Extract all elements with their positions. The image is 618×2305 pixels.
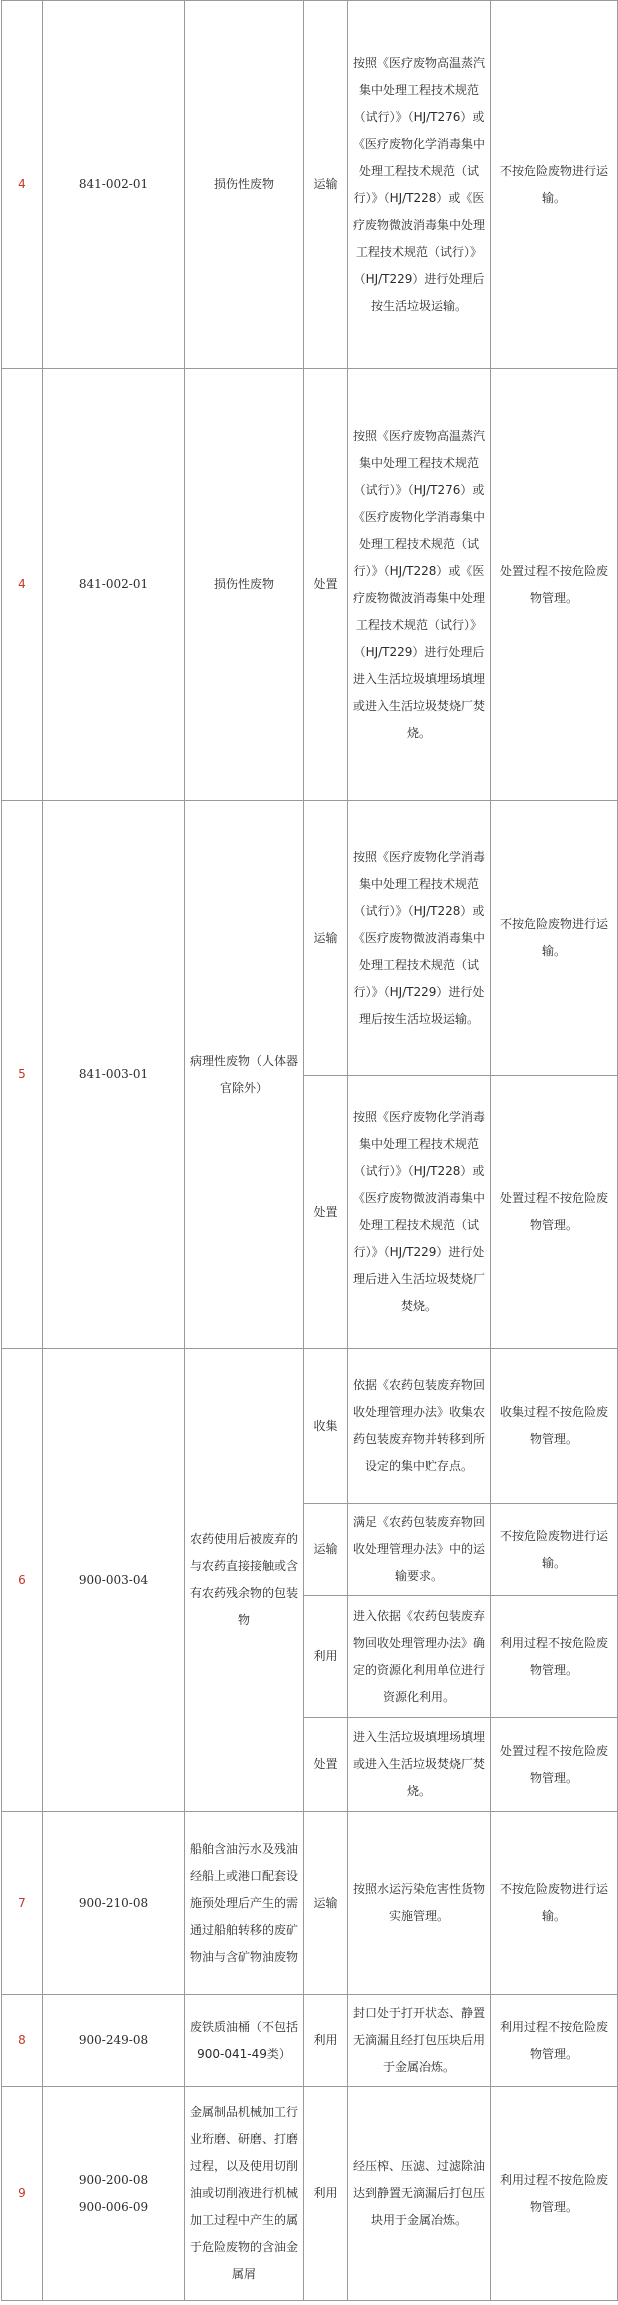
row-index: 4 bbox=[2, 369, 43, 801]
requirement-cell: 依据《农药包装废弃物回收处理管理办法》收集农药包装废弃物并转移到所设定的集中贮存点。 bbox=[348, 1349, 491, 1504]
table-row bbox=[2, 1, 618, 369]
exemption-note: 不按危险废物进行运输。 bbox=[491, 1504, 618, 1596]
waste-code: 900-006-09 bbox=[78, 2199, 149, 2214]
stage-cell: 运输 bbox=[304, 1812, 348, 1995]
waste-code: 841-003-01 bbox=[43, 801, 185, 1349]
row-index: 7 bbox=[2, 1812, 43, 1995]
requirement-cell: 按照《医疗废物化学消毒集中处理工程技术规范（试行）》（HJ/T228）或《医疗废物微波消毒集中处理工程技术规范（试行）》（HJ/T229）进行处理后进入生活垃圾焚烧厂焚烧。 bbox=[348, 1076, 491, 1349]
table-row bbox=[2, 1995, 618, 2087]
row-index: 4 bbox=[2, 1, 43, 369]
table-row bbox=[2, 801, 618, 1076]
stage-cell: 利用 bbox=[304, 1596, 348, 1718]
stage-cell: 处置 bbox=[304, 1718, 348, 1812]
exemption-note: 不按危险废物进行运输。 bbox=[491, 801, 618, 1076]
requirement-cell: 按照《医疗废物高温蒸汽集中处理工程技术规范（试行）》（HJ/T276）或《医疗废物化学消毒集中处理工程技术规范（试行）》（HJ/T228）或《医疗废物微波消毒集中处理工程技术规范（试行）》（HJ/T229）进行处理后进入生活垃圾填埋场填埋或进入生活垃圾焚烧厂焚烧。 bbox=[348, 369, 491, 801]
waste-code: 900-249-08 bbox=[43, 1995, 185, 2087]
requirement-cell: 按照《医疗废物化学消毒集中处理工程技术规范（试行）》（HJ/T228）或《医疗废物微波消毒集中处理工程技术规范（试行）》（HJ/T229）进行处理后按生活垃圾运输。 bbox=[348, 801, 491, 1076]
exemption-note: 利用过程不按危险废物管理。 bbox=[491, 1995, 618, 2087]
exemption-note: 利用过程不按危险废物管理。 bbox=[491, 2087, 618, 2301]
stage-cell: 运输 bbox=[304, 1, 348, 369]
row-index: 9 bbox=[2, 2087, 43, 2301]
requirement-cell: 按照《医疗废物高温蒸汽集中处理工程技术规范（试行）》（HJ/T276）或《医疗废物化学消毒集中处理工程技术规范（试行）》（HJ/T228）或《医疗废物微波消毒集中处理工程技术规范（试行）》（HJ/T229）进行处理后按生活垃圾运输。 bbox=[348, 1, 491, 369]
waste-code: 841-002-01 bbox=[43, 1, 185, 369]
stage-cell: 运输 bbox=[304, 1504, 348, 1596]
stage-cell: 利用 bbox=[304, 2087, 348, 2301]
requirement-cell: 进入生活垃圾填埋场填埋或进入生活垃圾焚烧厂焚烧。 bbox=[348, 1718, 491, 1812]
hazardous-waste-exemption-table bbox=[1, 0, 618, 2301]
requirement-cell: 满足《农药包装废弃物回收处理管理办法》中的运输要求。 bbox=[348, 1504, 491, 1596]
waste-code: 900-200-08 bbox=[78, 2172, 149, 2187]
table-row bbox=[2, 2087, 618, 2301]
waste-name: 船舶含油污水及残油经船上或港口配套设施预处理后产生的需通过船舶转移的废矿物油与含矿物油废物 bbox=[185, 1812, 304, 1995]
waste-code-group bbox=[43, 2087, 185, 2301]
stage-cell: 利用 bbox=[304, 1995, 348, 2087]
stage-cell: 处置 bbox=[304, 1076, 348, 1349]
exemption-note: 处置过程不按危险废物管理。 bbox=[491, 1076, 618, 1349]
stage-cell: 处置 bbox=[304, 369, 348, 801]
waste-name: 损伤性废物 bbox=[185, 1, 304, 369]
waste-name: 废铁质油桶（不包括900-041-49类） bbox=[185, 1995, 304, 2087]
stage-cell: 收集 bbox=[304, 1349, 348, 1504]
waste-name: 农药使用后被废弃的与农药直接接触或含有农药残余物的包装物 bbox=[185, 1349, 304, 1812]
requirement-cell: 封口处于打开状态、静置无滴漏且经打包压块后用于金属冶炼。 bbox=[348, 1995, 491, 2087]
exemption-note: 处置过程不按危险废物管理。 bbox=[491, 369, 618, 801]
table-body bbox=[2, 1, 618, 2301]
row-index: 6 bbox=[2, 1349, 43, 1812]
row-index: 5 bbox=[2, 801, 43, 1349]
requirement-cell: 经压榨、压滤、过滤除油达到静置无滴漏后打包压块用于金属冶炼。 bbox=[348, 2087, 491, 2301]
exemption-note: 收集过程不按危险废物管理。 bbox=[491, 1349, 618, 1504]
waste-code: 841-002-01 bbox=[43, 369, 185, 801]
table-row bbox=[2, 1812, 618, 1995]
exemption-note: 不按危险废物进行运输。 bbox=[491, 1, 618, 369]
requirement-cell: 进入依据《农药包装废弃物回收处理管理办法》确定的资源化利用单位进行资源化利用。 bbox=[348, 1596, 491, 1718]
table-row bbox=[2, 1349, 618, 1504]
stage-cell: 运输 bbox=[304, 801, 348, 1076]
requirement-cell: 按照水运污染危害性货物实施管理。 bbox=[348, 1812, 491, 1995]
table-row bbox=[2, 369, 618, 801]
exemption-note: 不按危险废物进行运输。 bbox=[491, 1812, 618, 1995]
waste-code: 900-003-04 bbox=[43, 1349, 185, 1812]
waste-name: 病理性废物（人体器官除外） bbox=[185, 801, 304, 1349]
waste-name: 损伤性废物 bbox=[185, 369, 304, 801]
waste-code: 900-210-08 bbox=[43, 1812, 185, 1995]
waste-name: 金属制品机械加工行业珩磨、研磨、打磨过程，以及使用切削油或切削液进行机械加工过程中产生的属于危险废物的含油金属屑 bbox=[185, 2087, 304, 2301]
row-index: 8 bbox=[2, 1995, 43, 2087]
exemption-note: 利用过程不按危险废物管理。 bbox=[491, 1596, 618, 1718]
exemption-note: 处置过程不按危险废物管理。 bbox=[491, 1718, 618, 1812]
